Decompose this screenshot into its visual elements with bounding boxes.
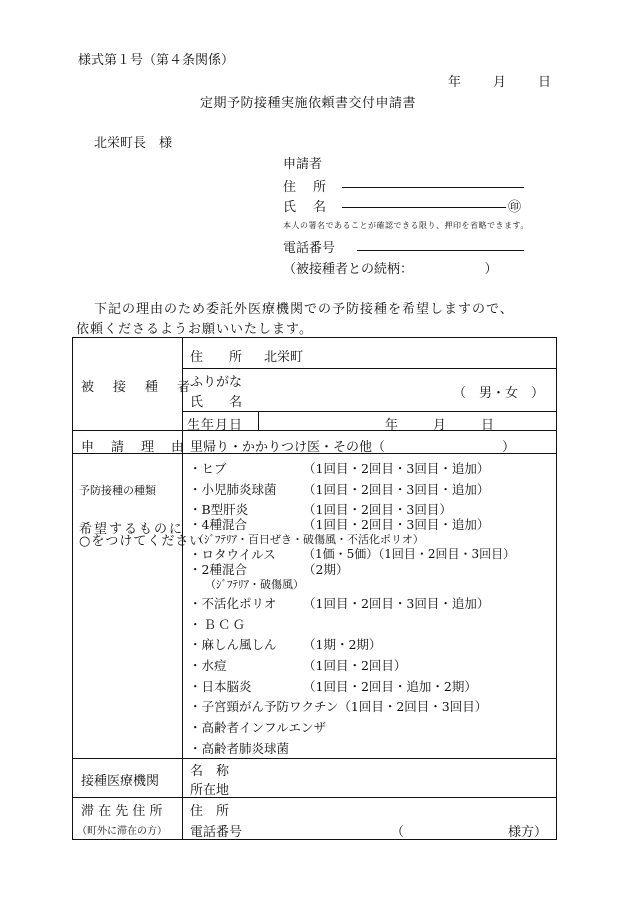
vaccine-name[interactable]: ・子宮頸がん予防ワクチン（1回目・2回目・3回目）: [189, 699, 488, 714]
date-day-label: 日: [538, 75, 552, 90]
applicant-heading: 申請者: [283, 157, 323, 172]
vaccine-doses[interactable]: （1回目・2回目・追加・2期）: [303, 679, 477, 694]
applicant-address-label: 住 所: [283, 180, 329, 195]
clinic-location-label: 所在地: [190, 783, 230, 798]
row-line: [73, 797, 556, 798]
row-line: [73, 758, 556, 759]
vaccine-subnote: （ｼﾞﾌﾃﾘｱ・百日ぜき・破傷風・不活化ポリオ）: [193, 533, 424, 546]
stay-address-field: 住 所: [190, 804, 230, 819]
body-line-2: 依頼くださるようお願いいたします。: [76, 322, 313, 337]
recipient-address-label: 住 所: [190, 350, 243, 365]
vaccine-name[interactable]: ・ロタウイルス: [189, 547, 276, 562]
vaccine-name[interactable]: ・小児肺炎球菌: [189, 482, 277, 497]
vaccine-doses[interactable]: （2期）: [303, 562, 349, 577]
vaccine-name[interactable]: ・4種混合: [189, 517, 247, 532]
dob-day-label: 日: [481, 418, 495, 433]
stay-phone-field: 電話番号: [190, 825, 243, 840]
vaccine-subnote: （ｼﾞﾌﾃﾘｱ・破傷風）: [205, 578, 304, 591]
clinic-name-label: 名 称: [190, 764, 230, 779]
applicant-address-line[interactable]: [342, 187, 524, 188]
row-line: [182, 411, 556, 412]
vaccine-name[interactable]: ・ヒブ: [189, 461, 227, 476]
signature-note: 本人の署名であることが確認できる限り、押印を省略できます。: [283, 221, 529, 230]
form-number: 様式第１号（第４条関係）: [78, 53, 235, 68]
furigana-label: ふりがな: [190, 375, 243, 390]
recipient-address-value[interactable]: 北栄町: [264, 350, 304, 365]
label-column-divider: [182, 338, 183, 839]
vaccine-note-line2: ○をつけてください: [79, 534, 204, 549]
vaccine-doses[interactable]: （1回目・2回目・3回目・追加）: [303, 461, 490, 476]
recipient-name-label: 氏 名: [190, 395, 243, 410]
relation-field: （被接種者との続柄： ）: [283, 262, 498, 277]
document-title: 定期予防接種実施依頼書交付申請書: [200, 96, 417, 111]
vaccine-doses[interactable]: （1回目・2回目・3回目）: [303, 502, 452, 517]
vaccine-doses[interactable]: （1回目・2回目）: [303, 658, 407, 673]
body-line-1: 下記の理由のため委託外医療機関での予防接種を希望しますので、: [94, 302, 514, 317]
date-month-label: 月: [493, 75, 507, 90]
stay-phone-suffix: （ 様方）: [391, 825, 548, 840]
applicant-phone-line[interactable]: [357, 250, 524, 251]
vaccine-doses[interactable]: （1期・2期）: [303, 637, 382, 652]
gender-choice[interactable]: （ 男・女 ）: [453, 386, 545, 401]
applicant-name-label: 氏 名: [283, 200, 329, 215]
vaccine-name[interactable]: ・不活化ポリオ: [189, 596, 277, 611]
date-year-label: 年: [448, 75, 462, 90]
vaccine-name[interactable]: ・麻しん風しん: [189, 637, 277, 652]
vaccine-name[interactable]: ・ＢＣＧ: [189, 617, 248, 632]
vaccine-doses[interactable]: （1価・5価）（1回目・2回目・3回目）: [303, 547, 516, 561]
row-line: [182, 368, 556, 369]
vaccine-type-label: 予防接種の種類: [79, 484, 156, 497]
vaccine-name[interactable]: ・高齢者肺炎球菌: [189, 741, 290, 756]
dob-divider: [258, 412, 259, 430]
dob-year-label: 年: [385, 418, 399, 433]
vaccine-name[interactable]: ・水痘: [189, 658, 227, 673]
seal-mark: ㊞: [508, 200, 522, 215]
vaccine-name[interactable]: ・日本脳炎: [189, 679, 252, 694]
vaccine-name[interactable]: ・B型肝炎: [189, 502, 249, 517]
vaccine-doses[interactable]: （1回目・2回目・3回目・追加）: [303, 482, 490, 497]
vaccine-doses[interactable]: （1回目・2回目・3回目・追加）: [303, 596, 490, 611]
dob-label: 生年月日: [187, 418, 244, 433]
dob-month-label: 月: [433, 418, 447, 433]
vaccine-note-line1: 希望するものに: [79, 522, 185, 537]
vaccine-name[interactable]: ・高齢者インフルエンザ: [189, 720, 327, 735]
stay-address-label: 滞 在 先 住 所: [81, 804, 163, 819]
stay-note: （町外に滞在の方）: [77, 826, 167, 837]
recipient-label: 被 接 種 者: [81, 380, 194, 395]
clinic-label: 接種医療機関: [81, 774, 160, 789]
applicant-phone-label: 電話番号: [283, 241, 336, 256]
vaccine-name[interactable]: ・2種混合: [189, 562, 247, 577]
application-form-table: [72, 337, 557, 840]
vaccine-doses[interactable]: （1回目・2回目・3回目・追加）: [303, 517, 490, 532]
applicant-name-line[interactable]: [342, 207, 506, 208]
reason-value[interactable]: 里帰り・かかりつけ医・その他（ ）: [190, 440, 516, 455]
reason-label: 申 請 理 由: [81, 440, 187, 455]
addressee: 北栄町長 様: [94, 136, 173, 151]
